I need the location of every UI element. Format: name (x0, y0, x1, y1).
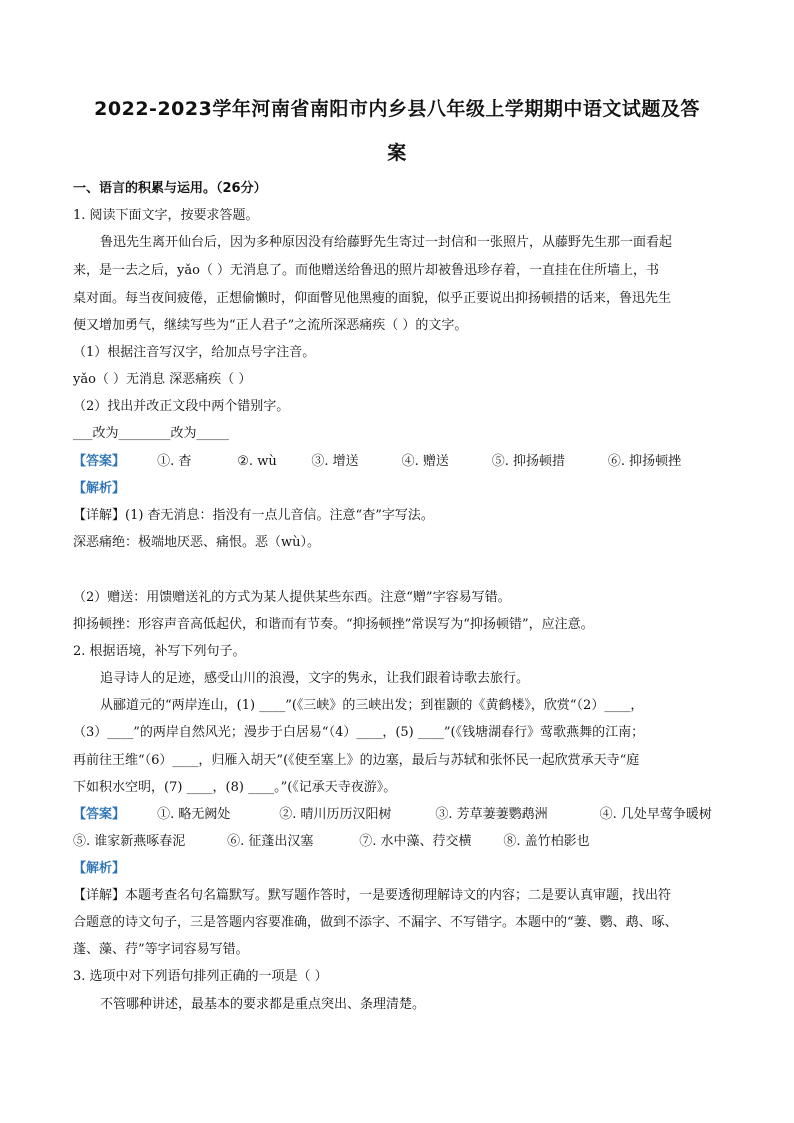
analysis-label: 【解析】 (73, 481, 126, 496)
answer-item: ②. wù (237, 454, 277, 469)
q1-sub2: （2）找出并改正文段中两个错别字。 (73, 399, 290, 414)
answer-label: 【答案】 (73, 807, 126, 822)
answer-item: ④. 几处早莺争暖树 (599, 807, 712, 822)
q2-answer-row (73, 806, 733, 824)
q1-detail-line: （2）赠送：用馈赠送礼的方式为某人提供某些东西。注意“赠”字容易写错。 (73, 590, 511, 605)
document-title-line2: 案 (387, 142, 407, 164)
q2-detail-line: 蓬、藻、荇”等字词容易写错。 (73, 942, 249, 957)
q1-detail-line: 【详解】(1) 杳无消息：指没有一点儿音信。注意“杳”字写法。 (73, 508, 434, 523)
q1-stem: 1. 阅读下面文字，按要求答题。 (73, 208, 259, 223)
document-title-line1: 2022-2023学年河南省南阳市内乡县八年级上学期期中语文试题及答 (94, 98, 700, 120)
answer-item: ①. 杳 (157, 454, 192, 469)
q2-detail-line: 【详解】本题考查名句名篇默写。默写题作答时，一是要透彻理解诗文的内容；二是要认真审题，找出符 (73, 888, 672, 903)
q2-answer-row (73, 833, 733, 851)
q1-passage-line: 桌对面。每当夜间疲倦，正想偷懒时，仰面瞥见他黑瘦的面貌，似乎正要说出抑扬顿措的话来，鲁迅先生 (73, 291, 672, 306)
answer-item: ⑦. 水中藻、荇交横 (359, 834, 472, 849)
q1-sub1-blank: yǎo（ ）无消息 深恶痛疾（ ） (73, 372, 252, 387)
q2-passage-line: （3）____”的两岸自然风光；漫步于白居易“（4）____，(5) ____”(《钱塘湖春行》莺歌燕舞的江南； (73, 725, 645, 740)
q3-stem: 3. 选项中对下列语句排列正确的一项是（ ） (73, 969, 328, 984)
q2-passage-line: 追寻诗人的足迹，感受山川的浪漫，文字的隽永，让我们跟着诗歌去旅行。 (100, 671, 530, 686)
section-heading: 一、语言的积累与运用。（26分） (73, 181, 267, 196)
answer-item: ⑧. 盖竹柏影也 (503, 834, 590, 849)
answer-item: ③. 增送 (311, 454, 359, 469)
analysis-label: 【解析】 (73, 861, 126, 876)
q1-answer-row (73, 453, 733, 471)
q1-passage-line: 便又增加勇气，继续写些为“正人君子”之流所深恶痛疾（ ）的文字。 (73, 318, 468, 333)
answer-item: ③. 芳草萋萋鹦鹉洲 (435, 807, 548, 822)
q1-passage-line: 来，是一去之后，yǎo（ ）无消息了。而他赠送给鲁迅的照片却被鲁迅珍存着，一直挂在住所墙上，书 (73, 263, 660, 278)
answer-item: ⑤. 抑扬顿措 (491, 454, 565, 469)
q1-detail-line: 抑扬顿挫：形容声音高低起伏，和谐而有节奏。“抑扬顿挫”常误写为“抑扬顿错”，应注意。 (73, 617, 594, 632)
q2-passage-line: 下如积水空明，(7) ____，(8) ____。”(《记承天寺夜游》。 (73, 780, 397, 795)
q1-sub2-blank: ___改为________改为_____ (73, 426, 230, 441)
q2-detail-line: 合题意的诗文句子，三是答题内容要准确，做到不添字、不漏字、不写错字。本题中的“萋、鹦、鹉、啄、 (73, 915, 678, 930)
answer-item: ⑥. 抑扬顿挫 (607, 454, 682, 469)
q2-passage-line: 从郦道元的“两岸连山，(1) ____”(《三峡》的三峡出发；到崔颢的《黄鹤楼》，欣赏“（2）____， (100, 698, 644, 713)
q2-stem: 2. 根据语境，补写下列句子。 (73, 644, 246, 659)
answer-label: 【答案】 (73, 454, 126, 469)
q3-passage: 不管哪种讲述，最基本的要求都是重点突出、条理清楚。 (100, 997, 426, 1012)
q1-sub1: （1）根据注音写汉字，给加点号字注音。 (73, 345, 316, 360)
answer-item: ④. 赠送 (401, 454, 449, 469)
q1-detail-line: 深恶痛绝：极端地厌恶、痛恨。恶（wù）。 (73, 535, 321, 550)
answer-item: ①. 略无阙处 (157, 807, 231, 822)
q1-passage-line: 鲁迅先生离开仙台后，因为多种原因没有给藤野先生寄过一封信和一张照片，从藤野先生那一面看起 (100, 235, 673, 250)
q2-passage-line: 再前往王维“（6）____，归雁入胡天”(《使至塞上》的边塞，最后与苏轼和张怀民一起欣赏承天寺“庭 (73, 753, 640, 768)
answer-item: ②. 晴川历历汉阳树 (279, 807, 392, 822)
answer-item: ⑤. 谁家新燕啄春泥 (73, 834, 186, 849)
answer-item: ⑥. 征蓬出汉塞 (227, 834, 314, 849)
